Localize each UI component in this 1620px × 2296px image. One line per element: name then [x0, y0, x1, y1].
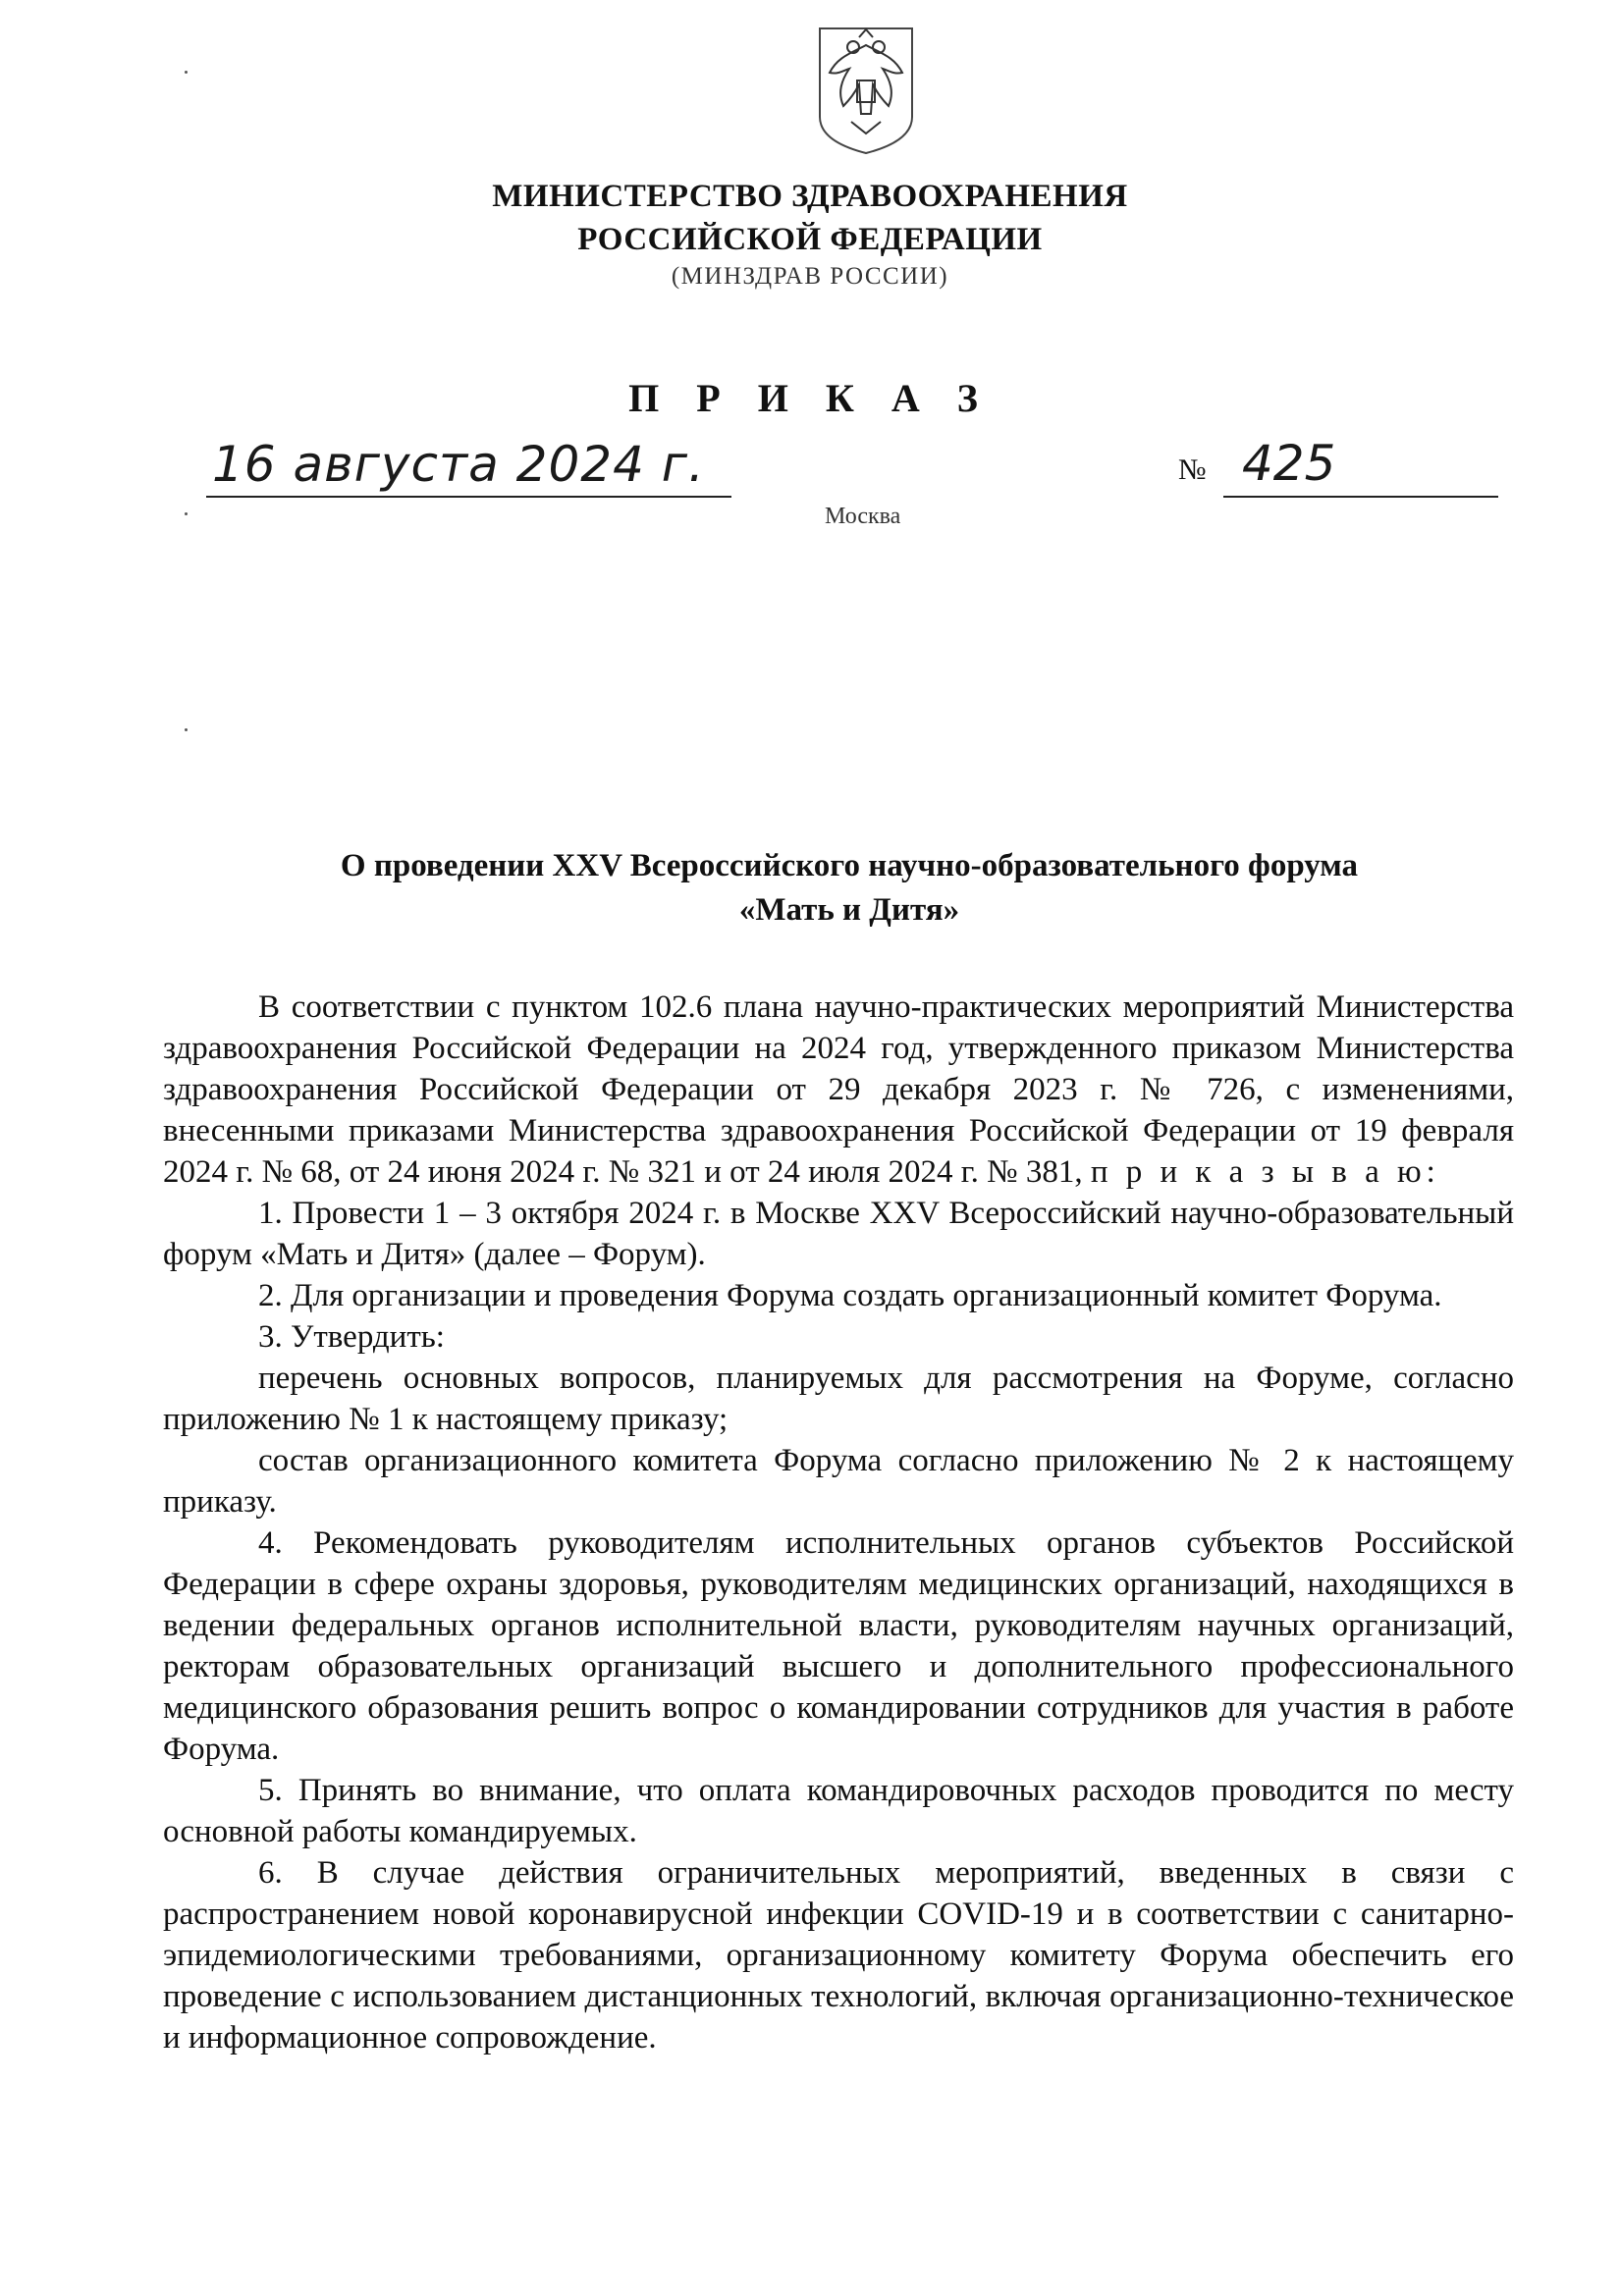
- ministry-line-2: РОССИЙСКОЙ ФЕДЕРАЦИИ: [577, 222, 1043, 257]
- order-number: 425: [1242, 435, 1336, 492]
- item-5: 5. Принять во внимание, что оплата командировочных расходов проводится по месту основной работы командируемых.: [163, 1773, 1514, 1849]
- order-word: п р и к а з ы в а ю:: [1090, 1154, 1440, 1190]
- item-3-list-a: перечень основных вопросов, планируемых для рассмотрения на Форуме, согласно приложению № 1 к настоящему приказу;: [163, 1361, 1514, 1437]
- order-date: 16 августа 2024 г.: [212, 436, 705, 493]
- item-6: 6. В случае действия ограничительных мероприятий, введенных в связи с распространением новой коронавирусной инфекции COVID-19 и в соответствии с санитарно-эпидемиологическими требованиями, организационному комитету Форума обеспечить его проведение с использованием дистанционных технологий, включая организационно-техническое и информационное сопровождение.: [163, 1855, 1514, 2056]
- document-title: П Р И К А З: [628, 376, 992, 420]
- ministry-short-name: (МИНЗДРАВ РОССИИ): [671, 263, 949, 290]
- order-subject: [177, 844, 1522, 933]
- order-body: [163, 987, 1514, 2058]
- coat-of-arms-icon: [812, 24, 920, 156]
- item-3-list-b: состав организационного комитета Форума согласно приложению № 2 к настоящему приказу.: [163, 1443, 1514, 1520]
- order-city: Москва: [825, 504, 901, 529]
- item-1: 1. Провести 1 – 3 октября 2024 г. в Москве XXV Всероссийский научно-образовательный форум «Мать и Дитя» (далее – Форум).: [163, 1196, 1514, 1272]
- item-3: 3. Утвердить:: [258, 1319, 445, 1355]
- date-underline: [206, 496, 731, 498]
- scan-dot: [185, 728, 188, 731]
- ministry-line-1: МИНИСТЕРСТВО ЗДРАВООХРАНЕНИЯ: [492, 179, 1128, 214]
- preamble-text: В соответствии с пунктом 102.6 плана научно-практических мероприятий Министерства здравоохранения Российской Федерации на 2024 год, утвержденного приказом Министерства здравоохранения Российской Федерации от 29 декабря 2023 г. № 726, с изменениями, внесенными приказами Министерства здравоохранения Российской Федерации от 19 февраля 2024 г. № 68, от 24 июня 2024 г. № 321 и от 24 июля 2024 г. № 381,: [163, 989, 1514, 1190]
- scan-dot: [185, 71, 188, 74]
- subject-line-2: «Мать и Дитя»: [738, 892, 960, 928]
- item-2: 2. Для организации и проведения Форума создать организационный комитет Форума.: [258, 1278, 1442, 1313]
- ministry-name: [0, 175, 1620, 261]
- subject-line-1: О проведении XXV Всероссийского научно-образовательного форума: [340, 848, 1359, 883]
- number-underline: [1223, 496, 1498, 498]
- item-4: 4. Рекомендовать руководителям исполнительных органов субъектов Российской Федерации в сфере охраны здоровья, руководителям медицинских организаций, находящихся в ведении федеральных органов исполнительной власти, руководителям научных организаций, ректорам образовательных организаций высшего и дополнительного профессионального медицинского образования решить вопрос о командировании сотрудников для участия в работе Форума.: [163, 1525, 1514, 1767]
- scan-dot: [185, 512, 188, 515]
- preamble-paragraph: [163, 987, 1514, 1193]
- order-number-label: №: [1178, 454, 1207, 486]
